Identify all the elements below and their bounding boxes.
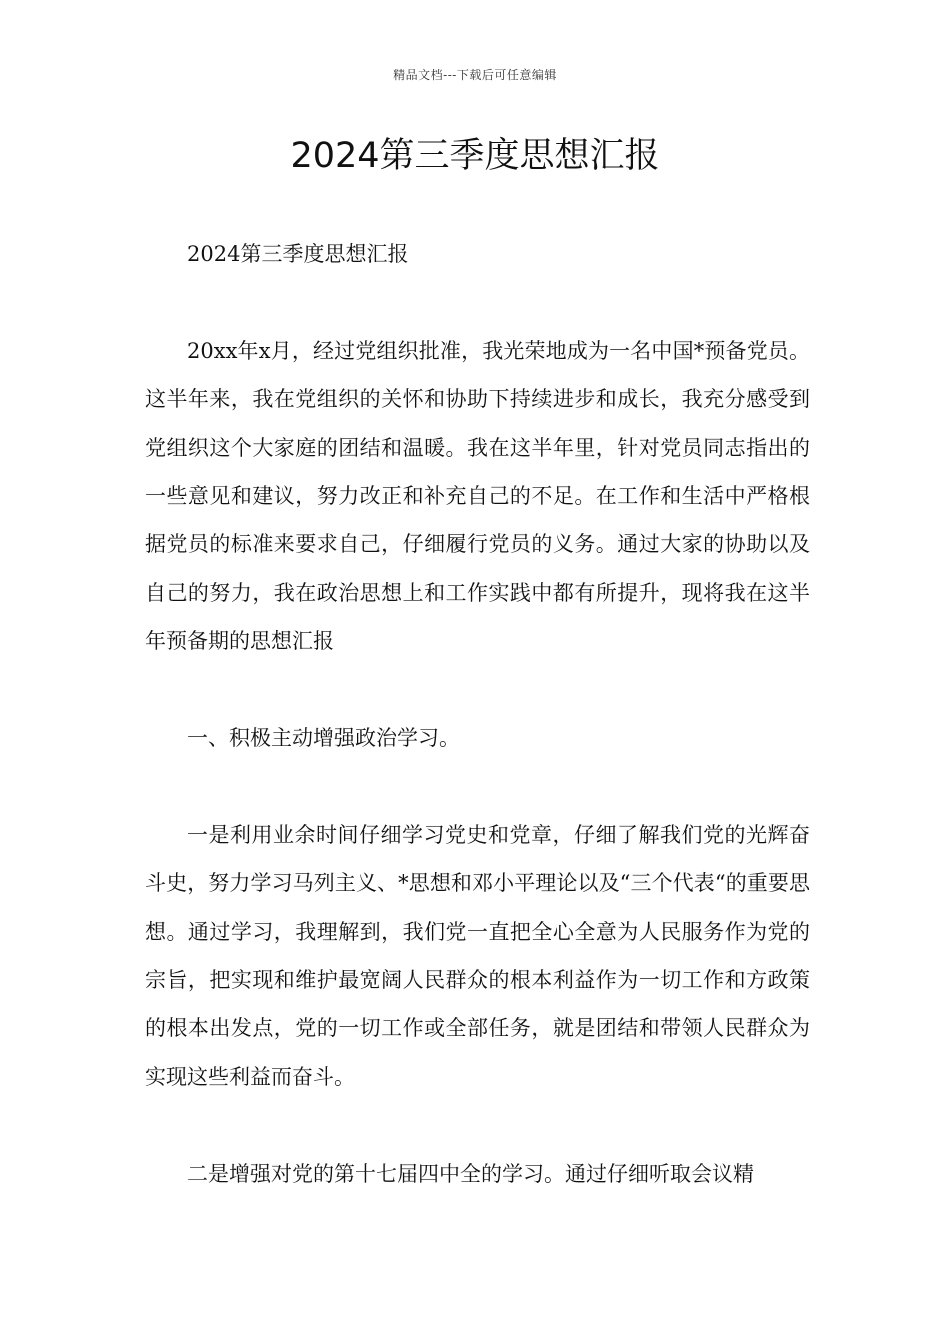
paragraph-point-2: 二是增强对党的第十七届四中全的学习。通过仔细听取会议精 bbox=[187, 1161, 754, 1186]
document-title: 2024第三季度思想汇报 bbox=[290, 136, 660, 176]
paragraph-point-1: 一是利用业余时间仔细学习党史和党章，仔细了解我们党的光辉奋斗史，努力学习马列主义、*思想和邓小平理论以及“三个代表“的重要思想。通过学习，我理解到，我们党一直把全心全意为人民服务作为党的宗旨，把实现和维护最宽阔人民群众的根本利益作为一切工作和方政策的根本出发点，党的一切工作或全部任务，就是团结和带领人民群众为实现这些利益而奋斗。 bbox=[145, 822, 810, 1089]
paragraph-intro: 20xx年x月，经过党组织批准，我光荣地成为一名中国*预备党员。这半年来，我在党组织的关怀和协助下持续进步和成长，我充分感受到党组织这个大家庭的团结和温暖。我在这半年里，针对党员同志指出的一些意见和建议，努力改正和补充自己的不足。在工作和生活中严格根据党员的标准来要求自己，仔细履行党员的义务。通过大家的协助以及自己的努力，我在政治思想上和工作实践中都有所提升，现将我在这半年预备期的思想汇报 bbox=[145, 338, 810, 654]
paragraph-subtitle: 2024第三季度思想汇报 bbox=[187, 242, 409, 266]
header-note: 精品文档---下载后可任意编辑 bbox=[393, 68, 557, 82]
section-heading-1: 一、积极主动增强政治学习。 bbox=[187, 726, 460, 751]
document-body bbox=[145, 230, 810, 1246]
